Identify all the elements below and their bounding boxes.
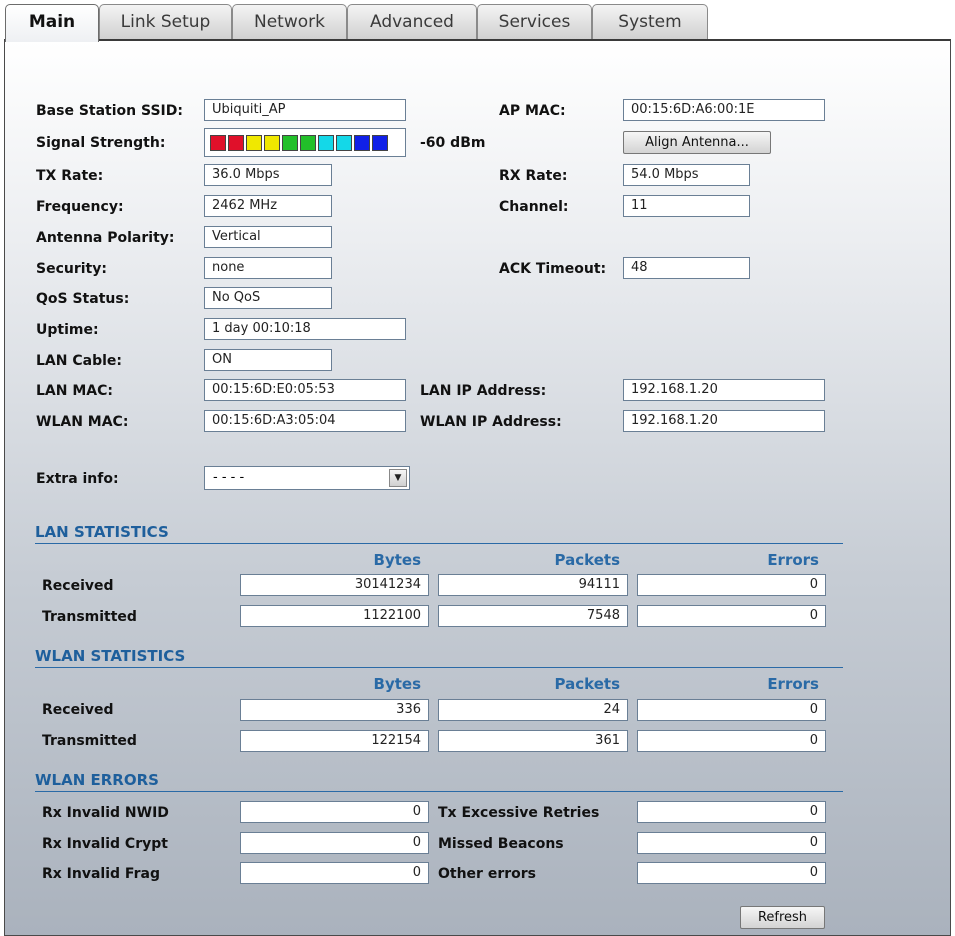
wlan-transmitted-bytes: 122154 (240, 730, 429, 752)
ack-timeout-label: ACK Timeout: (499, 261, 607, 277)
signal-bar (372, 135, 388, 151)
wlan-ip-field: 192.168.1.20 (623, 410, 825, 432)
lan-cable-field: ON (204, 349, 332, 371)
tab-main[interactable]: Main (5, 4, 99, 42)
lan-ip-field: 192.168.1.20 (623, 379, 825, 401)
polarity-field: Vertical (204, 226, 332, 248)
lan-ip-label: LAN IP Address: (420, 383, 547, 399)
tab-services[interactable]: Services (477, 4, 592, 40)
rx-rate-label: RX Rate: (499, 168, 568, 184)
signal-bar (300, 135, 316, 151)
align-antenna-button[interactable]: Align Antenna... (623, 131, 771, 154)
wlan-errors-header: WLAN ERRORS (35, 770, 843, 792)
qos-field: No QoS (204, 287, 332, 309)
channel-label: Channel: (499, 199, 569, 215)
signal-label: Signal Strength: (36, 135, 166, 151)
wlan-col-bytes: Bytes (373, 675, 421, 693)
tab-link-setup[interactable]: Link Setup (99, 4, 232, 40)
other-errors-field: 0 (637, 862, 826, 884)
tx-rate-label: TX Rate: (36, 168, 104, 184)
wlan-statistics-header: WLAN STATISTICS (35, 646, 843, 668)
signal-dbm: -60 dBm (420, 135, 486, 151)
wlan-received-errors: 0 (637, 699, 826, 721)
rx-invalid-frag-field: 0 (240, 862, 429, 884)
wlan-received-packets: 24 (438, 699, 628, 721)
tab-advanced[interactable]: Advanced (347, 4, 477, 40)
tab-bar (0, 0, 955, 40)
channel-field: 11 (623, 195, 750, 217)
lan-received-bytes: 30141234 (240, 574, 429, 596)
lan-col-errors: Errors (767, 551, 819, 569)
lan-mac-field: 00:15:6D:E0:05:53 (204, 379, 406, 401)
missed-beacons-label: Missed Beacons (438, 836, 564, 852)
ssid-field: Ubiquiti_AP (204, 99, 406, 121)
signal-bar (264, 135, 280, 151)
refresh-button[interactable]: Refresh (740, 906, 825, 929)
extra-info-label: Extra info: (36, 471, 119, 487)
rx-rate-field: 54.0 Mbps (623, 164, 750, 186)
lan-col-packets: Packets (554, 551, 620, 569)
polarity-label: Antenna Polarity: (36, 230, 175, 246)
lan-transmitted-label: Transmitted (42, 609, 137, 625)
rx-invalid-frag-label: Rx Invalid Frag (42, 866, 160, 882)
chevron-down-icon[interactable]: ▼ (389, 469, 407, 487)
qos-label: QoS Status: (36, 291, 130, 307)
security-label: Security: (36, 261, 107, 277)
wlan-mac-label: WLAN MAC: (36, 414, 129, 430)
signal-bar (354, 135, 370, 151)
tab-network[interactable]: Network (232, 4, 347, 40)
tab-system[interactable]: System (592, 4, 708, 40)
signal-bar (336, 135, 352, 151)
signal-bar (228, 135, 244, 151)
frequency-label: Frequency: (36, 199, 124, 215)
extra-info-value: - - - - (213, 470, 245, 485)
wlan-col-errors: Errors (767, 675, 819, 693)
rx-invalid-nwid-field: 0 (240, 801, 429, 823)
wlan-transmitted-label: Transmitted (42, 733, 137, 749)
lan-mac-label: LAN MAC: (36, 383, 113, 399)
other-errors-label: Other errors (438, 866, 536, 882)
uptime-field: 1 day 00:10:18 (204, 318, 406, 340)
signal-bar (318, 135, 334, 151)
wlan-col-packets: Packets (554, 675, 620, 693)
wlan-received-bytes: 336 (240, 699, 429, 721)
wlan-transmitted-errors: 0 (637, 730, 826, 752)
ap-mac-label: AP MAC: (499, 103, 566, 119)
lan-transmitted-packets: 7548 (438, 605, 628, 627)
wlan-ip-label: WLAN IP Address: (420, 414, 562, 430)
wlan-received-label: Received (42, 702, 114, 718)
rx-invalid-crypt-field: 0 (240, 832, 429, 854)
signal-bar (246, 135, 262, 151)
frequency-field: 2462 MHz (204, 195, 332, 217)
ssid-label: Base Station SSID: (36, 103, 183, 119)
lan-transmitted-bytes: 1122100 (240, 605, 429, 627)
lan-received-errors: 0 (637, 574, 826, 596)
wlan-mac-field: 00:15:6D:A3:05:04 (204, 410, 406, 432)
lan-statistics-header: LAN STATISTICS (35, 522, 843, 544)
lan-transmitted-errors: 0 (637, 605, 826, 627)
ap-mac-field: 00:15:6D:A6:00:1E (623, 99, 825, 121)
lan-cable-label: LAN Cable: (36, 353, 122, 369)
signal-bar (210, 135, 226, 151)
ack-timeout-field: 48 (623, 257, 750, 279)
tx-excessive-retries-field: 0 (637, 801, 826, 823)
rx-invalid-crypt-label: Rx Invalid Crypt (42, 836, 168, 852)
tx-rate-field: 36.0 Mbps (204, 164, 332, 186)
wlan-transmitted-packets: 361 (438, 730, 628, 752)
signal-bar (282, 135, 298, 151)
signal-strength-meter (204, 128, 406, 157)
missed-beacons-field: 0 (637, 832, 826, 854)
extra-info-select[interactable] (204, 466, 410, 490)
lan-received-packets: 94111 (438, 574, 628, 596)
lan-received-label: Received (42, 578, 114, 594)
security-field: none (204, 257, 332, 279)
rx-invalid-nwid-label: Rx Invalid NWID (42, 805, 169, 821)
lan-col-bytes: Bytes (373, 551, 421, 569)
uptime-label: Uptime: (36, 322, 99, 338)
tx-excessive-retries-label: Tx Excessive Retries (438, 805, 600, 821)
